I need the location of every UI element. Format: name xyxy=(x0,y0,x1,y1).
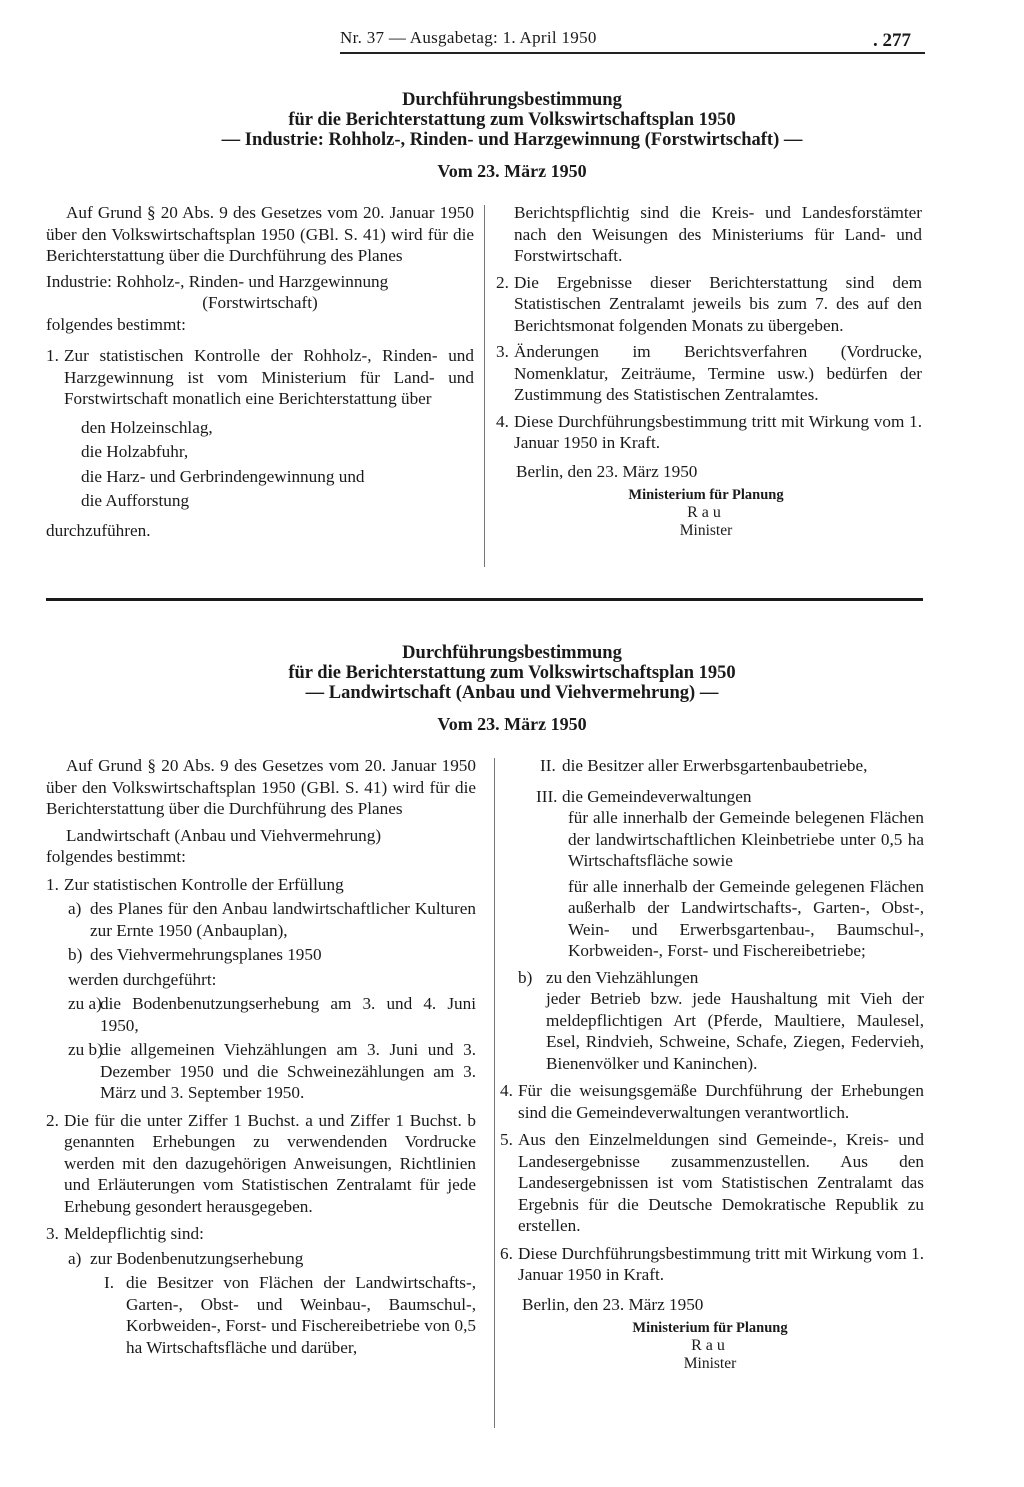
sub-text: des Planes für den Anbau landwirtschaftlicher Kulturen zur Ernte 1950 (Anbauplan), xyxy=(90,899,476,940)
section1-intro: Auf Grund § 20 Abs. 9 des Gesetzes vom 20. Januar 1950 über den Volkswirtschaftsplan 1950 (GBl. S. 41) wird für die Berichterstattung über die Durchführung des Planes xyxy=(46,203,474,265)
section1-perform: durchzuführen. xyxy=(46,520,151,540)
section1-industry xyxy=(46,271,474,293)
section2-item-1 xyxy=(46,874,476,896)
item-number: 6. xyxy=(500,1243,513,1263)
sub-label: a) xyxy=(68,899,82,918)
list-item: den Holzeinschlag, xyxy=(81,417,213,437)
section2-agri-line: Landwirtschaft (Anbau und Viehvermehrung) xyxy=(66,825,382,845)
list-item: die Harz- und Gerbrindengewinnung und xyxy=(81,466,365,486)
section2-roman-3-part2: für alle innerhalb der Gemeinde gelegenen Flächen außerhalb der Landwirtschafts-, Garten-, Obst-, Wein- und Erwerbsgartenbau-, Baumschul-, Korbweiden-, Forst- und Fischereibetriebe; xyxy=(568,876,924,960)
section2-zu-b xyxy=(46,1039,476,1104)
item-text: Diese Durchführungsbestimmung tritt mit Wirkung vom 1. Januar 1950 in Kraft. xyxy=(518,1243,924,1284)
section2-left-column xyxy=(46,755,476,1358)
item-number: 4. xyxy=(500,1081,513,1100)
signer-name: Rau xyxy=(687,504,725,521)
section2-roman-1 xyxy=(46,1272,476,1358)
issue-line: Nr. 37 — Ausgabetag: 1. April 1950 xyxy=(340,28,597,47)
section2-item-1a xyxy=(46,898,476,941)
section2-roman-2 xyxy=(500,755,924,777)
zu-label: zu a) xyxy=(68,994,102,1013)
item-number: 3. xyxy=(46,1224,59,1243)
section1-item-4 xyxy=(496,411,922,454)
section2-right-column xyxy=(500,755,924,1373)
section2-item-3 xyxy=(46,1223,476,1245)
ministry-name: Ministerium für Planung xyxy=(628,487,784,503)
signer-role: Minister xyxy=(683,1355,737,1372)
signer-name: Rau xyxy=(691,1337,729,1354)
section2-item-3a xyxy=(46,1248,476,1270)
item-number: 5. xyxy=(500,1130,513,1149)
roman-label: I. xyxy=(104,1273,115,1292)
item-text: Die Ergebnisse dieser Berichterstattung sind dem Statistischen Zentralamt jeweils bis zum 7. des auf den Berichtsmonat folgenden Monats zu übergeben. xyxy=(514,272,922,335)
section2-place-date: Berlin, den 23. März 1950 xyxy=(522,1294,704,1314)
sub-text: des Viehvermehrungsplanes 1950 xyxy=(90,945,322,964)
section2-item-3b-detail: jeder Betrieb bzw. jede Haushaltung mit Vieh der meldepflichtigen Art (Pferde, Maultiere, Maulesel, Esel, Rindvieh, Schweine, Schafe, Ziegen, Federvieh, Bienenvölker und Kaninchen). xyxy=(546,989,924,1073)
section1-place-date: Berlin, den 23. März 1950 xyxy=(516,461,698,481)
section2-title xyxy=(0,643,1024,703)
section2-item-5 xyxy=(500,1129,924,1237)
item-number: 2. xyxy=(496,272,509,292)
item-text: Zur statistischen Kontrolle der Rohholz-, Rinden- und Harzgewinnung ist vom Ministerium für Land- und Forstwirtschaft monatlich eine Berichterstattung über xyxy=(64,346,474,408)
section2-item-4 xyxy=(500,1080,924,1123)
zu-text: die Bodenbenutzungserhebung am 3. und 4. Juni 1950, xyxy=(100,994,476,1035)
item-text: Zur statistischen Kontrolle der Erfüllung xyxy=(64,874,344,894)
section2-item-2 xyxy=(46,1110,476,1218)
item-text: Meldepflichtig sind: xyxy=(64,1224,204,1243)
section1-right-column xyxy=(496,202,922,540)
ministry-name: Ministerium für Planung xyxy=(632,1320,788,1336)
page-header xyxy=(0,28,1024,56)
section1-item-1 xyxy=(46,345,474,410)
section2-item-3b xyxy=(500,967,924,989)
zu-text: die allgemeinen Viehzählungen am 3. Juni und 3. Dezember 1950 und die Schweinezählungen am 3. März und 3. September 1950. xyxy=(100,1040,476,1102)
section1-title-line: Durchführungsbestimmung xyxy=(402,90,622,110)
section2-column-divider xyxy=(494,758,495,1428)
section2-title-line: für die Berichterstattung zum Volkswirtschaftsplan 1950 xyxy=(288,663,736,683)
section1-industry-line1: Industrie: Rohholz-, Rinden- und Harzgewinnung xyxy=(46,271,389,291)
sub-label: b) xyxy=(518,967,533,987)
section1-left-column xyxy=(46,202,474,541)
section2-roman-3-part1: für alle innerhalb der Gemeinde belegenen Flächen der landwirtschaftlichen Kleinbetriebe unter 0,5 ha Wirtschaftsfläche sowie xyxy=(568,808,924,870)
signer-role: Minister xyxy=(679,522,733,539)
section1-item-2 xyxy=(496,272,922,337)
section1-item-3 xyxy=(496,341,922,406)
section1-title-line: — Industrie: Rohholz-, Rinden- und Harzgewinnung (Forstwirtschaft) — xyxy=(221,130,803,150)
item-text: Die für die unter Ziffer 1 Buchst. a und Ziffer 1 Buchst. b genannten Erhebungen zu verwendenden Vordrucke werden mit den dazugehörigen Anweisungen, Richtlinien und Erläuterungen vom Statistischen Zentralamt für jede Erhebung gesondert herausgegeben. xyxy=(64,1110,476,1216)
roman-text: die Besitzer von Flächen der Landwirtschafts-, Garten-, Obst- und Weinbau-, Baumschul-, Korbweiden-, Forst- und Fischereibetriebe von 0,5 ha Wirtschaftsfläche und darüber, xyxy=(126,1273,476,1357)
section1-date: Vom 23. März 1950 xyxy=(437,161,587,181)
section1-list xyxy=(46,416,474,514)
section2-determined: folgendes bestimmt: xyxy=(46,847,186,866)
section2-date: Vom 23. März 1950 xyxy=(437,714,587,734)
item-number: 1. xyxy=(46,346,59,365)
item-number: 3. xyxy=(496,342,509,361)
roman-label: III. xyxy=(536,786,558,806)
section2-roman-3 xyxy=(500,786,924,808)
section1-industry-line2: (Forstwirtschaft) xyxy=(202,293,318,312)
item-number: 4. xyxy=(496,411,509,431)
section2-title-line: — Landwirtschaft (Anbau und Viehvermehrung) — xyxy=(305,683,719,703)
section1-title xyxy=(0,90,1024,150)
sub-text: zu den Viehzählungen xyxy=(546,967,699,987)
page-number: . 277 xyxy=(873,30,911,51)
roman-text: die Besitzer aller Erwerbsgartenbaubetriebe, xyxy=(562,756,868,775)
item-text: Änderungen im Berichtsverfahren (Vordrucke, Nomenklatur, Zeiträume, Termine usw.) bedürfen der Zustimmung des Statistischen Zentralamtes. xyxy=(514,342,922,404)
item-number: 1. xyxy=(46,874,59,894)
section2-signature xyxy=(540,1319,880,1373)
section-separator xyxy=(46,598,923,601)
section2-performed: werden durchgeführt: xyxy=(68,969,217,989)
item-text: Aus den Einzelmeldungen sind Gemeinde-, Kreis- und Landesergebnisse zusammenzustellen. Aus den Landesergebnissen ist vom Statistischen Zentralamt das Ergebnis für die Deutsche Demokratische Republik zu erstellen. xyxy=(518,1130,924,1235)
list-item: die Aufforstung xyxy=(81,491,190,510)
item-text: Diese Durchführungsbestimmung tritt mit Wirkung vom 1. Januar 1950 in Kraft. xyxy=(514,411,922,452)
section2-zu-a xyxy=(46,993,476,1036)
roman-text: die Gemeindeverwaltungen xyxy=(562,786,752,806)
header-rule xyxy=(340,52,925,54)
section1-determined: folgendes bestimmt: xyxy=(46,314,186,334)
section1-column-divider xyxy=(484,205,485,567)
section2-intro: Auf Grund § 20 Abs. 9 des Gesetzes vom 20. Januar 1950 über den Volkswirtschaftsplan 1950 (GBl. S. 41) wird für die Berichterstattung über die Durchführung des Planes xyxy=(46,756,476,818)
section2-title-line: Durchführungsbestimmung xyxy=(402,643,622,663)
section2-item-6 xyxy=(500,1243,924,1286)
section1-right-cont: Berichtspflichtig sind die Kreis- und Landesforstämter nach den Weisungen des Ministeriums für Land- und Forstwirtschaft. xyxy=(514,203,922,265)
sub-text: zur Bodenbenutzungserhebung xyxy=(90,1248,304,1268)
list-item: die Holzabfuhr, xyxy=(81,442,189,461)
section1-signature xyxy=(526,486,886,540)
section1-title-line: für die Berichterstattung zum Volkswirtschaftsplan 1950 xyxy=(288,110,736,130)
roman-label: II. xyxy=(540,756,556,775)
zu-label: zu b) xyxy=(68,1040,103,1059)
item-number: 2. xyxy=(46,1110,59,1130)
sub-label: b) xyxy=(68,945,83,964)
section2-item-1b xyxy=(46,944,476,966)
item-text: Für die weisungsgemäße Durchführung der Erhebungen sind die Gemeindeverwaltungen verantwortlich. xyxy=(518,1081,924,1122)
sub-label: a) xyxy=(68,1248,82,1268)
